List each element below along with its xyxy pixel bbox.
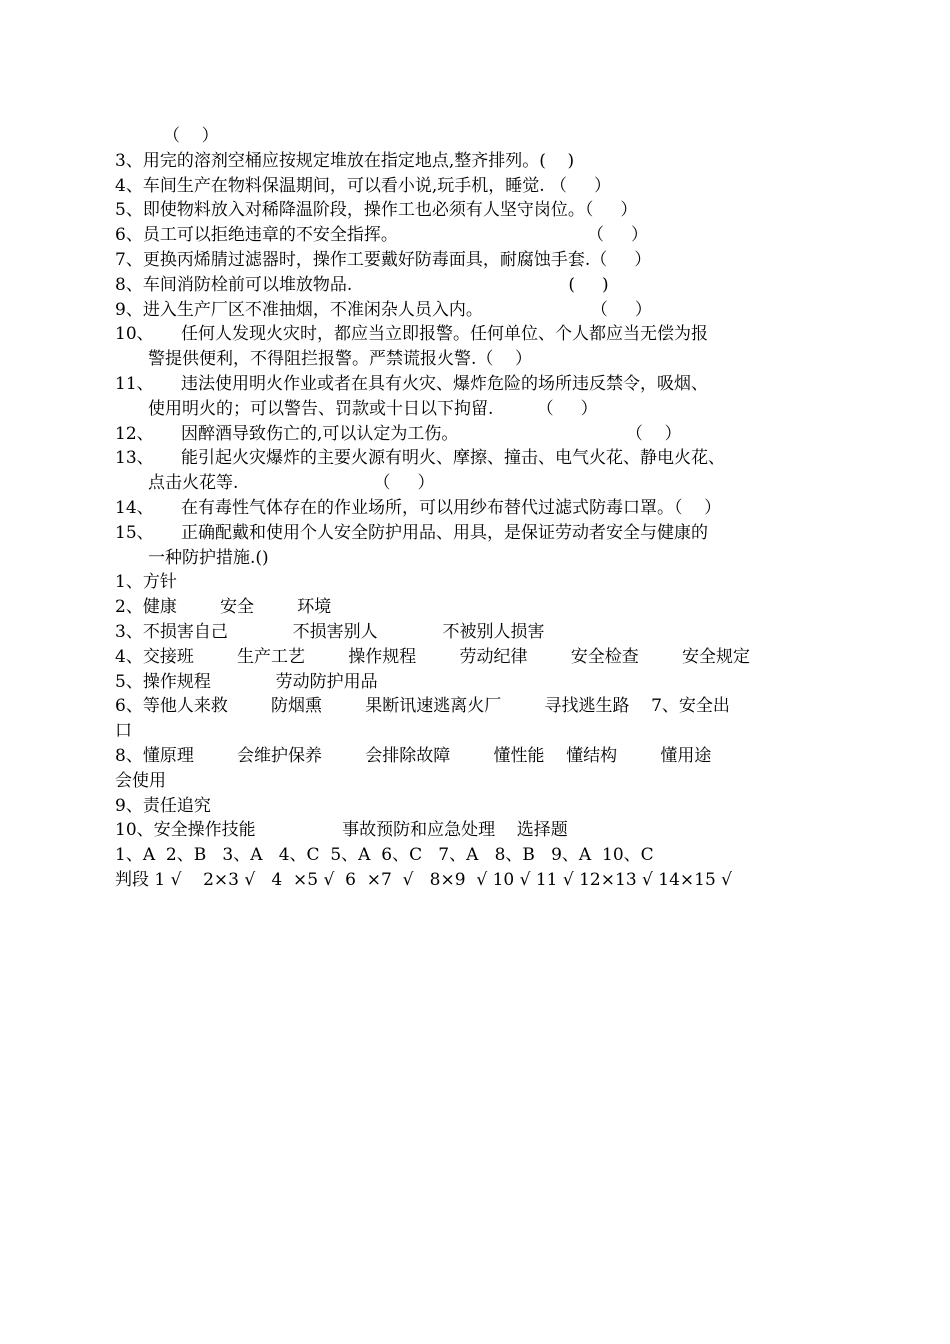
question-item-9 [115,298,845,323]
true-false-answers: 判段 1 √ 2×3 √ 4 ×5 √ 6 ×7 √ 8×9 √ 10 √ 11 √ 12×13 √ 14×15 √ [115,869,733,890]
question-item-10 [115,322,845,372]
question-item-3 [115,149,845,174]
question-number: 10、 [115,324,154,345]
answer-line-4: 4、交接班 生产工艺 操作规程 劳动纪律 安全检查 安全规定 [115,646,750,667]
question-number: 9、 [115,299,143,320]
question-item-12 [115,422,845,447]
question-text-line2: 使用明火的；可以警告、罚款或十日以下拘留. （ ） [148,398,598,419]
question-number: 6、 [115,225,143,246]
question-text-line2: 警提供便利，不得阻拦报警。严禁谎报火警.（ ） [148,349,533,370]
question-text: 更换丙烯腈过滤器时，操作工要戴好防毒面具，耐腐蚀手套.（ ） [142,249,652,270]
answer-line-6: 6、等他人来救 防烟熏 果断讯速逃离火厂 寻找逃生路 7、安全出 [115,696,730,717]
answer-line-10: 10、安全操作技能 事故预防和应急处理 选择题 [115,820,568,841]
question-text-line1: 在有毒性气体存在的作业场所，可以用纱布替代过滤式防毒口罩。（ ） [181,497,722,518]
question-text-line1: 因醉酒导致伤亡的,可以认定为工伤。 （ ） [181,423,682,444]
question-text-line2: 点击火花等. （ ） [148,473,435,494]
answer-line-8: 8、懂原理 会维护保养 会排除故障 懂性能 懂结构 懂用途 [115,745,712,766]
question-text: 员工可以拒绝违章的不安全指挥。 （ ） [142,225,648,246]
question-item-15 [115,521,845,571]
document-content [115,124,845,893]
question-item-4 [115,174,845,199]
answer-line-1: 1、方针 [115,572,177,593]
answer-line-2: 2、健康 安全 环境 [115,597,332,618]
question-item-6 [115,223,845,248]
question-number: 12、 [115,423,154,444]
question-item-7 [115,248,845,273]
answer-line-3: 3、不损害自己 不损害别人 不被别人损害 [115,621,545,642]
question-text: 进入生产厂区不准抽烟，不准闲杂人员入内。 （ ） [142,299,652,320]
question-text: 即使物料放入对稀降温阶段，操作工也必须有人坚守岗位。（ ） [142,200,638,221]
question-text-line2: 一种防护措施.() [148,547,269,568]
question-item-13 [115,446,845,496]
question-number: 14、 [115,497,154,518]
question-text: 用完的溶剂空桶应按规定堆放在指定地点,整齐排列。( ) [142,150,575,171]
question-item-11 [115,372,845,422]
answer-key [115,570,845,892]
question-number: 7、 [115,249,143,270]
question-item-14 [115,496,845,521]
question-text-line1: 正确配戴和使用个人安全防护用品、用具，是保证劳动者安全与健康的 [181,522,708,543]
question-2-answer-bracket: （ ） [163,126,219,146]
question-number: 5、 [115,200,143,221]
question-text-line1: 能引起火灾爆炸的主要火源有明火、摩擦、撞击、电气火花、静电火花、 [181,448,725,469]
question-number: 4、 [115,175,143,196]
answer-line-8-cont: 会使用 [115,770,166,791]
multiple-choice-answers: 1、A 2、B 3、A 4、C 5、A 6、C 7、A 8、B 9、A 10、C [115,845,654,866]
question-number: 11、 [115,373,154,394]
question-text-line1: 违法使用明火作业或者在具有火灾、爆炸危险的场所违反禁令，吸烟、 [181,373,708,394]
question-item-8 [115,273,845,298]
answer-line-5: 5、操作规程 劳动防护用品 [115,671,378,692]
question-number: 8、 [115,274,143,295]
question-text-line1: 任何人发现火灾时，都应当立即报警。任何单位、个人都应当无偿为报 [181,324,708,345]
question-text: 车间生产在物料保温期间，可以看小说,玩手机，睡觉. （ ） [142,175,612,196]
question-text: 车间消防栓前可以堆放物品. ( ) [142,274,609,295]
answer-line-9: 9、责任追究 [115,795,211,816]
question-number: 13、 [115,448,154,469]
question-item-5 [115,198,845,223]
question-number: 15、 [115,522,154,543]
answer-line-6-cont: 口 [115,721,132,742]
question-number: 3、 [115,150,143,171]
